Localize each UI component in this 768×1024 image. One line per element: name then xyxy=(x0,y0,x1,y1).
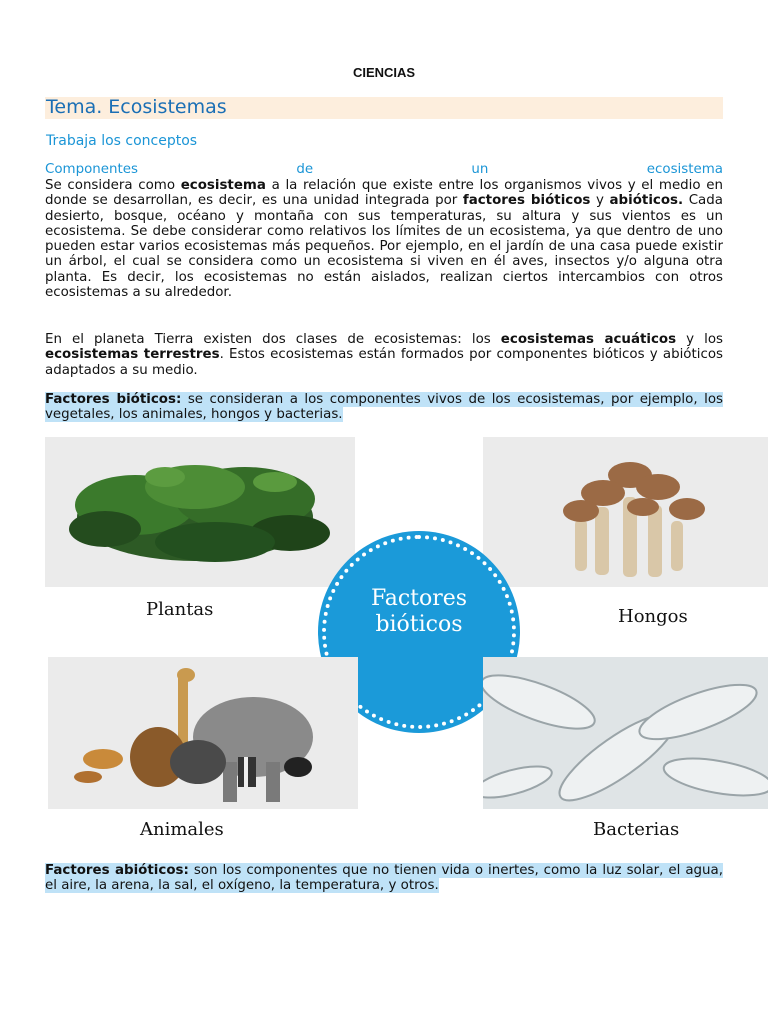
animals-icon xyxy=(48,657,358,809)
caption-bacterias: Bacterias xyxy=(593,819,680,840)
circle-label xyxy=(318,586,520,638)
bacteria-icon xyxy=(483,657,768,809)
plant-icon xyxy=(45,437,355,587)
subject-title: CIENCIAS xyxy=(352,65,416,80)
section-title: Componentes de un ecosistema xyxy=(45,162,723,177)
bold-term: ecosistemas acuáticos xyxy=(500,332,677,347)
text-run: Se considera como xyxy=(45,178,181,193)
text-run: En el planeta Tierra existen dos clases de ecosistemas: los xyxy=(45,332,501,347)
highlighted-text xyxy=(45,392,723,422)
text-run: se consideran a los componentes vivos de los ecosistemas, por ejemplo, los vegetales, los animales, hongos y bacterias. xyxy=(45,392,723,423)
paragraph-clases xyxy=(45,332,723,378)
circle-label-line-2: bióticos xyxy=(375,612,463,637)
text-run: Cada desierto, bosque, océano y montaña con sus temperaturas, su altura y sus vientos es un ecosistema. Se debe considerar como relativos los límites de un ecosistema, ya que dentro de uno pueden estar varios ecosistemas más pequeños. Por ejemplo, en el jardín de una casa puede existir un árbol, el cual se considera como un ecosistema si viven en él aves, insectos y/o alguna otra planta. Es decir, los ecosistemas no están aislados, realizan ciertos intercambios con otros ecosistemas a su alrededor. xyxy=(45,193,723,301)
bold-term: abióticos. xyxy=(609,193,684,209)
text-run: son los componentes que no tienen vida o inertes, como la luz solar, el agua, el aire, la arena, la sal, el oxígeno, la temperatura, y otros. xyxy=(45,863,723,894)
caption-animales: Animales xyxy=(140,819,224,840)
highlighted-text xyxy=(45,863,723,893)
bold-term: ecosistema xyxy=(180,178,266,193)
mushroom-icon xyxy=(483,437,768,587)
text-run: y xyxy=(590,193,610,209)
bold-term: ecosistemas terrestres xyxy=(45,347,220,363)
subtitle: Trabaja los conceptos xyxy=(46,133,198,149)
definition-bioticos xyxy=(45,392,723,423)
bold-term: Factores abióticos: xyxy=(45,863,189,878)
hongos-image xyxy=(483,437,768,587)
bold-term: factores bióticos xyxy=(462,193,591,209)
paragraph-ecosistema xyxy=(45,178,723,300)
animales-image xyxy=(48,657,358,809)
topic-title: Tema. Ecosistemas xyxy=(46,96,227,118)
definition-abioticos xyxy=(45,863,723,894)
plantas-image xyxy=(45,437,355,587)
caption-plantas: Plantas xyxy=(146,599,214,620)
text-run: y los xyxy=(676,332,724,347)
bold-term: Factores bióticos: xyxy=(45,392,182,407)
text-run: . Estos ecosistemas están formados por componentes bióticos y abióticos adaptados a su medio. xyxy=(45,347,723,378)
topic-banner xyxy=(45,97,723,119)
bacterias-image xyxy=(483,657,768,809)
caption-hongos: Hongos xyxy=(618,606,688,627)
circle-label-line-1: Factores xyxy=(370,586,468,611)
text-run: a la relación que existe entre los organismos vivos y el medio en donde se desarrollan, es decir, es una unidad integrada por xyxy=(45,178,723,209)
